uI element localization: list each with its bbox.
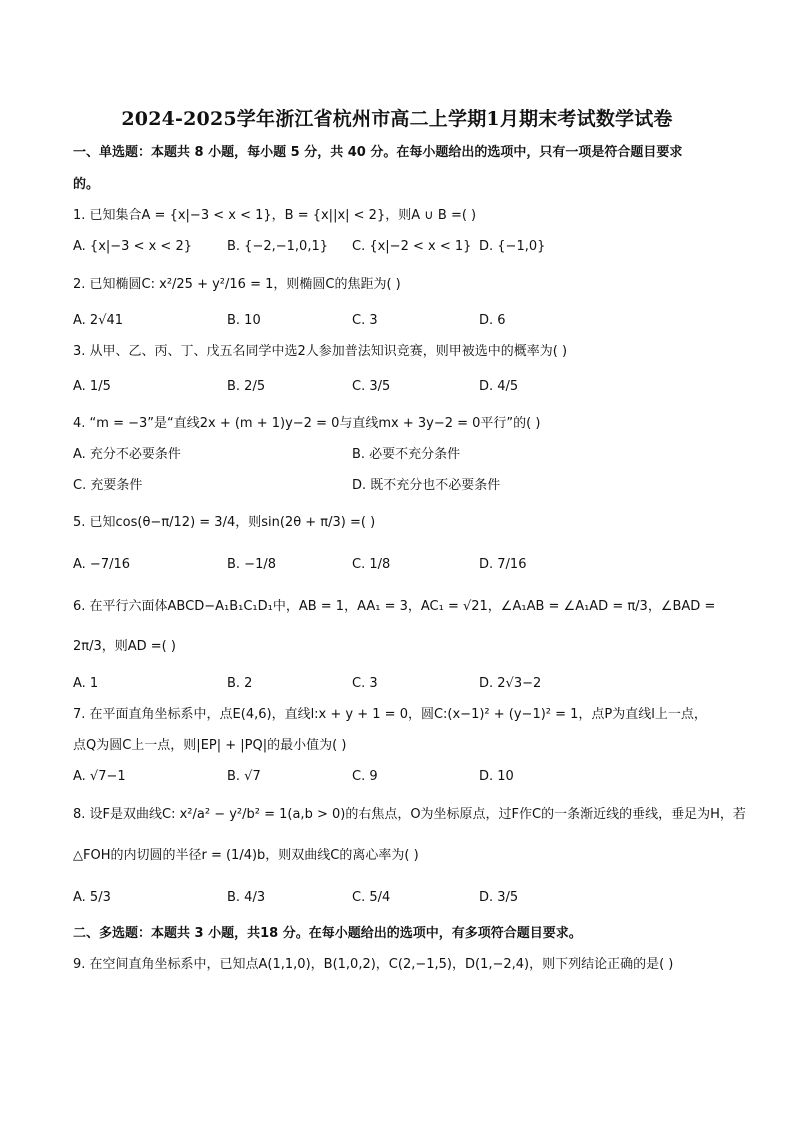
question-1-option-c: C. {x|−2 < x < 1} [352, 239, 472, 254]
question-5-option-a: A. −7/16 [73, 557, 131, 572]
question-5-option-b: B. −1/8 [227, 557, 276, 572]
question-1-option-b: B. {−2,−1,0,1} [227, 239, 328, 254]
question-4-option-a: A. 充分不必要条件 [73, 447, 181, 462]
question-4-option-d: D. 既不充分也不必要条件 [352, 478, 501, 493]
question-4-stem: 4. “m = −3”是“直线2x + (m + 1)y−2 = 0与直线mx + 3y−2 = 0平行”的( ) [73, 416, 541, 431]
question-3-stem: 3. 从甲、乙、丙、丁、戊五名同学中选2人参加普法知识竞赛，则甲被选中的概率为( ) [73, 344, 568, 359]
question-7-option-a: A. √7−1 [73, 769, 126, 784]
question-4-option-b: B. 必要不充分条件 [352, 447, 461, 462]
section1-heading-line2: 的。 [73, 177, 100, 192]
question-8-option-d: D. 3/5 [479, 890, 519, 905]
question-6-stem-line1: 6. 在平行六面体ABCD−A₁B₁C₁D₁中，AB = 1，AA₁ = 3，AC₁ = √21，∠A₁AB = ∠A₁AD = π/3，∠BAD = [73, 599, 716, 614]
section1-heading-line1: 一、单选题：本题共 8 小题，每小题 5 分，共 40 分。在每小题给出的选项中，只有一项是符合题目要求 [73, 145, 683, 160]
question-6-option-b: B. 2 [227, 676, 253, 691]
question-1-stem: 1. 已知集合A = {x|−3 < x < 1}，B = {x||x| < 2}，则A ∪ B =( ) [73, 208, 477, 223]
question-3-option-c: C. 3/5 [352, 379, 391, 394]
question-7-stem-line1: 7. 在平面直角坐标系中，点E(4,6)，直线l:x + y + 1 = 0，圆C:(x−1)² + (y−1)² = 1，点P为直线l上一点， [73, 707, 707, 722]
question-5-option-d: D. 7/16 [479, 557, 527, 572]
question-7-option-d: D. 10 [479, 769, 514, 784]
question-7-option-b: B. √7 [227, 769, 261, 784]
question-7-stem-line2: 点Q为圆C上一点，则|EP| + |PQ|的最小值为( ) [73, 738, 347, 753]
question-3-option-b: B. 2/5 [227, 379, 266, 394]
question-2-stem: 2. 已知椭圆C: x²/25 + y²/16 = 1，则椭圆C的焦距为( ) [73, 277, 401, 292]
question-6-option-a: A. 1 [73, 676, 99, 691]
question-6-option-c: C. 3 [352, 676, 378, 691]
question-7-option-c: C. 9 [352, 769, 378, 784]
question-8-stem-line2: △FOH的内切圆的半径r = (1/4)b，则双曲线C的离心率为( ) [73, 848, 419, 863]
question-3-option-d: D. 4/5 [479, 379, 519, 394]
section2-heading: 二、多选题：本题共 3 小题，共18 分。在每小题给出的选项中，有多项符合题目要求。 [73, 926, 582, 941]
question-2-option-c: C. 3 [352, 313, 378, 328]
question-8-option-c: C. 5/4 [352, 890, 391, 905]
question-9-stem: 9. 在空间直角坐标系中，已知点A(1,1,0)，B(1,0,2)，C(2,−1,5)，D(1,−2,4)，则下列结论正确的是( ) [73, 957, 674, 972]
question-6-option-d: D. 2√3−2 [479, 676, 542, 691]
question-8-stem-line1: 8. 设F是双曲线C: x²/a² − y²/b² = 1(a,b > 0)的右焦点，O为坐标原点，过F作C的一条渐近线的垂线，垂足为H，若 [73, 807, 746, 822]
question-2-option-d: D. 6 [479, 313, 506, 328]
question-5-option-c: C. 1/8 [352, 557, 391, 572]
question-8-option-b: B. 4/3 [227, 890, 266, 905]
question-4-option-c: C. 充要条件 [73, 478, 143, 493]
question-2-option-b: B. 10 [227, 313, 261, 328]
page-title: 2024-2025学年浙江省杭州市高二上学期1月期末考试数学试卷 [121, 108, 673, 130]
question-8-option-a: A. 5/3 [73, 890, 111, 905]
question-1-option-a: A. {x|−3 < x < 2} [73, 239, 192, 254]
question-2-option-a: A. 2√41 [73, 313, 124, 328]
question-3-option-a: A. 1/5 [73, 379, 111, 394]
question-6-stem-line2: 2π/3，则AD =( ) [73, 639, 176, 654]
question-1-option-d: D. {−1,0} [479, 239, 546, 254]
question-5-stem: 5. 已知cos(θ−π/12) = 3/4，则sin(2θ + π/3) =( ) [73, 515, 376, 530]
